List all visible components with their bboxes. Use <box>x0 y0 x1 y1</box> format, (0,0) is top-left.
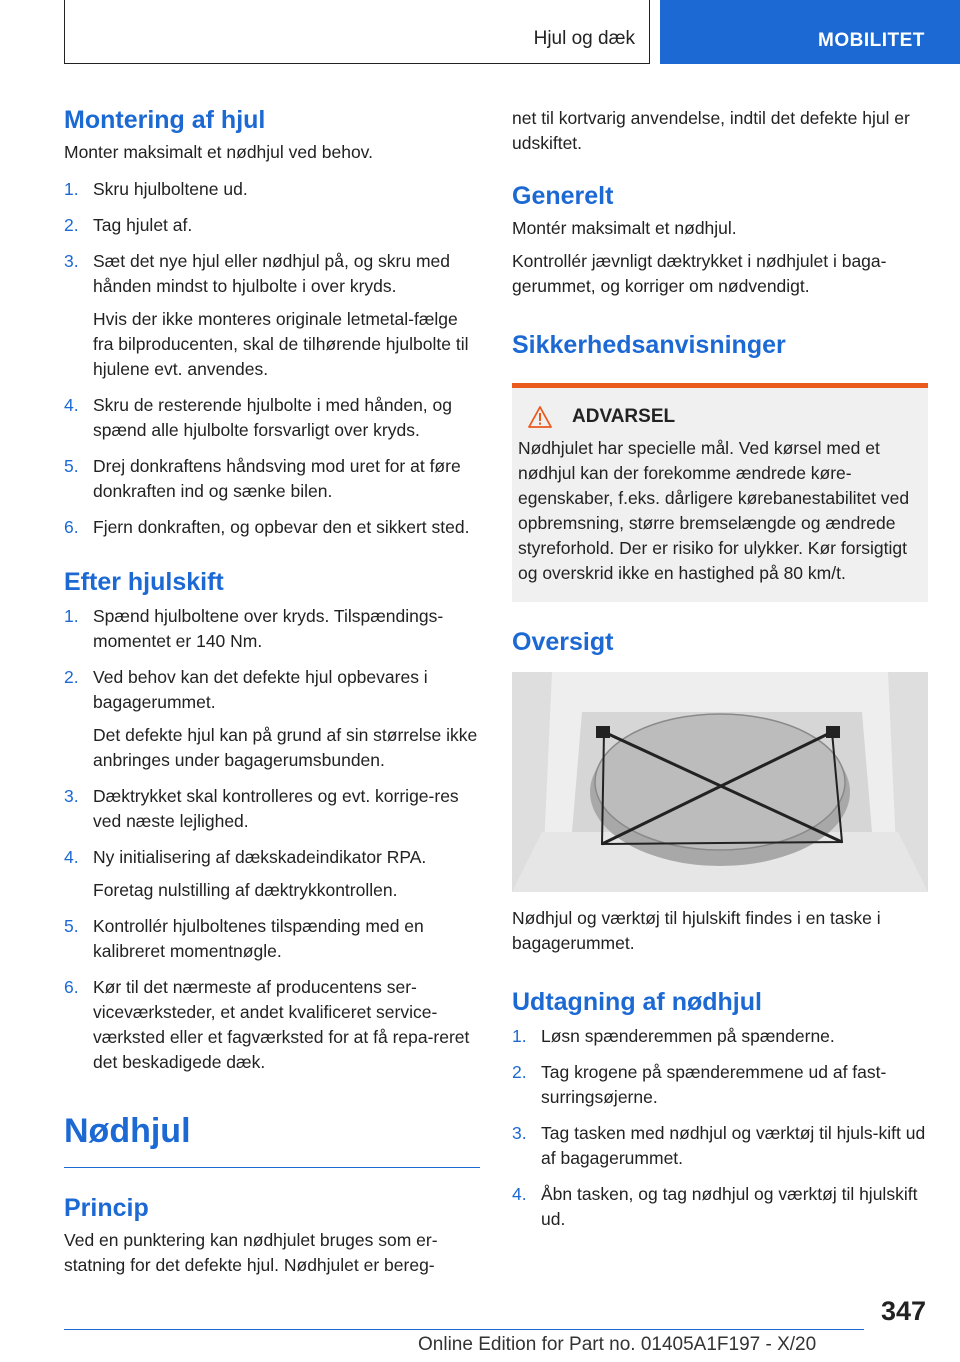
trunk-illustration <box>512 672 928 892</box>
general-text-1: Montér maksimalt et nødhjul. <box>512 218 737 238</box>
step-number: 3. <box>64 251 79 271</box>
step-text: Kontrollér hjulboltenes tilspænding med en kalibreret momentnøgle. <box>93 916 424 961</box>
list-item <box>64 784 480 834</box>
list-item <box>64 975 480 1075</box>
list-item <box>512 1024 928 1049</box>
step-text: Åbn tasken, og tag nødhjul og værktøj til hjulskift ud. <box>541 1184 918 1229</box>
step-text: Dæktrykket skal kontrolleres og evt. korrige-res ved næste lejlighed. <box>93 786 459 831</box>
step-text: Sæt det nye hjul eller nødhjul på, og skru med hånden mindst to hjulbolte i over kryds. <box>93 251 450 296</box>
after-title: Efter hjulskift <box>64 568 224 596</box>
list-item <box>512 1060 928 1110</box>
step-text: Tag hjulet af. <box>93 215 193 235</box>
remove-title: Udtagning af nødhjul <box>512 988 762 1016</box>
page-number: 347 <box>880 1296 926 1326</box>
step-text: Drej donkraftens håndsving mod uret for at føre donkraften ind og sænke bilen. <box>93 456 461 501</box>
step-number: 2. <box>512 1062 527 1082</box>
right-column <box>512 98 928 1243</box>
mount-title: Montering af hjul <box>64 106 266 134</box>
spare-title: Nødhjul <box>64 1112 191 1150</box>
step-text: Spænd hjulboltene over kryds. Tilspændings-momentet er 140 Nm. <box>93 606 444 651</box>
list-item <box>64 249 480 382</box>
overview-title: Oversigt <box>512 628 614 656</box>
step-number: 1. <box>512 1026 527 1046</box>
header-section-title: Hjul og dæk <box>533 28 635 49</box>
principle-text: Ved en punktering kan nødhjulet bruges som er-statning for det defekte hjul. Nødhjulet er bereg- <box>64 1230 438 1275</box>
list-item <box>64 177 480 202</box>
list-item <box>512 1182 928 1232</box>
step-text: Fjern donkraften, og opbevar den et sikkert sted. <box>93 517 470 537</box>
continued-text: net til kortvarig anvendelse, indtil det defekte hjul er udskiftet. <box>512 108 910 153</box>
step-text: Kør til det nærmeste af producentens ser-viceværksteder, et andet kvalificeret service-værksted eller et fagværksted for at få repa-reret det beskadigede dæk. <box>93 977 470 1072</box>
after-steps-list <box>64 604 480 1075</box>
step-number: 1. <box>64 606 79 626</box>
list-item <box>64 914 480 964</box>
mount-steps-list <box>64 177 480 540</box>
warning-header <box>528 406 920 428</box>
step-number: 4. <box>512 1184 527 1204</box>
step-text: Ny initialisering af dækskadeindikator RPA. <box>93 847 427 867</box>
step-number: 2. <box>64 215 79 235</box>
list-item <box>64 515 480 540</box>
step-text: Tag tasken med nødhjul og værktøj til hjuls-kift ud af bagagerummet. <box>541 1123 926 1168</box>
chapter-tab[interactable]: MOBILITET <box>660 0 960 64</box>
list-item <box>64 604 480 654</box>
step-text: Skru hjulboltene ud. <box>93 179 248 199</box>
step-text: Ved behov kan det defekte hjul opbevares i bagagerummet. <box>93 667 428 712</box>
principle-title: Princip <box>64 1194 149 1222</box>
safety-title: Sikkerhedsanvisninger <box>512 331 786 359</box>
step-number: 3. <box>64 786 79 806</box>
step-note: Foretag nulstilling af dæktrykkontrollen. <box>93 880 398 900</box>
step-text: Skru de resterende hjulbolte i med hånden, og spænd alle hjulbolte forsvarligt over kryds. <box>93 395 452 440</box>
step-number: 4. <box>64 847 79 867</box>
left-column <box>64 98 480 1278</box>
general-title: Generelt <box>512 182 614 210</box>
step-text: Tag krogene på spænderemmene ud af fast-surringsøjerne. <box>541 1062 887 1107</box>
list-item <box>64 665 480 773</box>
step-number: 5. <box>64 456 79 476</box>
warning-box <box>512 383 928 602</box>
list-item <box>512 1121 928 1171</box>
list-item <box>64 454 480 504</box>
footer-rule <box>64 1329 864 1330</box>
list-item <box>64 393 480 443</box>
remove-steps-list <box>512 1024 928 1232</box>
step-number: 6. <box>64 517 79 537</box>
warning-text: Nødhjulet har specielle mål. Ved kørsel med et nødhjul kan der forekomme ændrede køre-egenskaber, f.eks. dårligere kørebanestabilitet ved opbremsning, større bremselængde og ændrede styreforhold. Der er risiko for ulykker. Kør forsigtigt og overskrid ikke en hastighed på 80 km/t. <box>518 438 910 583</box>
list-item <box>64 213 480 238</box>
general-text-2: Kontrollér jævnligt dæktrykket i nødhjulet i baga-gerummet, og korriger om nødvendigt. <box>512 251 887 296</box>
trunk-spare-wheel-image <box>512 672 928 892</box>
footer-edition: Online Edition for Part no. 01405A1F197 - X/20 <box>418 1334 817 1355</box>
step-note: Hvis der ikke monteres originale letmetal-fælge fra bilproducenten, skal de tilhørende hjulbolte til hjulene evt. anvendes. <box>93 309 469 379</box>
warning-triangle-icon <box>528 406 552 428</box>
step-number: 5. <box>64 916 79 936</box>
section-rule <box>64 1167 480 1168</box>
step-note: Det defekte hjul kan på grund af sin størrelse ikke anbringes under bagagerumsbunden. <box>93 725 478 770</box>
warning-label: ADVARSEL <box>572 406 676 427</box>
step-text: Løsn spænderemmen på spænderne. <box>541 1026 835 1046</box>
step-number: 4. <box>64 395 79 415</box>
list-item <box>64 845 480 903</box>
mount-intro: Monter maksimalt et nødhjul ved behov. <box>64 142 373 162</box>
step-number: 1. <box>64 179 79 199</box>
overview-caption: Nødhjul og værktøj til hjulskift findes i en taske i bagagerummet. <box>512 908 881 953</box>
step-number: 6. <box>64 977 79 997</box>
step-number: 2. <box>64 667 79 687</box>
step-number: 3. <box>512 1123 527 1143</box>
